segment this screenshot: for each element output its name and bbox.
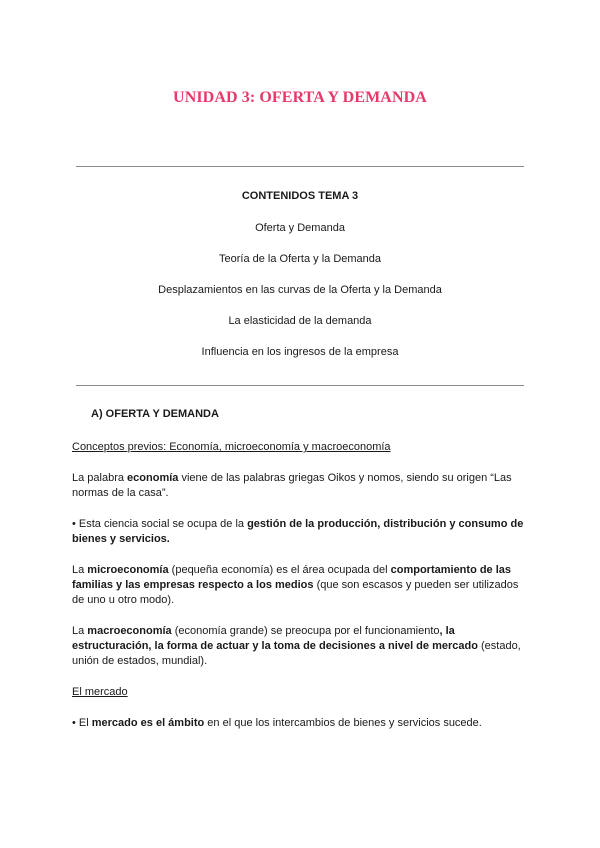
subheading-mercado: El mercado [72,686,128,698]
paragraph-macroeconomia: La macroeconomía (economía grande) se preocupa por el funcionamiento, la estructuración, la forma de actuar y la toma de decisiones a nivel de mercado (estado, unión de estados, mundial). [72,625,521,667]
contents-item: Oferta y Demanda [255,222,345,234]
divider-bottom [76,385,524,386]
contents-item: Influencia en los ingresos de la empresa [201,346,399,358]
document-title: UNIDAD 3: OFERTA Y DEMANDA [173,89,427,106]
contents-item: Teoría de la Oferta y la Demanda [218,253,382,265]
paragraph-ciencia-social: • Esta ciencia social se ocupa de la gestión de la producción, distribución y consumo de bienes y servicios. [72,518,524,545]
subheading-concepts: Conceptos previos: Economía, microeconomía y macroeconomía [72,441,391,453]
divider-top [76,166,524,167]
contents-item: La elasticidad de la demanda [228,315,372,327]
contents-heading: CONTENIDOS TEMA 3 [241,190,359,202]
section-heading: A) OFERTA Y DEMANDA [91,408,219,420]
paragraph-mercado: • El mercado es el ámbito en el que los intercambios de bienes y servicios sucede. [72,717,482,729]
contents-item: Desplazamientos en las curvas de la Oferta y la Demanda [158,284,442,296]
paragraph-economia: La palabra economía viene de las palabras griegas Oikos y nomos, siendo su origen “Las normas de la casa”. [72,472,512,499]
paragraph-microeconomia: La microeconomía (pequeña economía) es el área ocupada del comportamiento de las familias y las empresas respecto a los medios (que son escasos y pueden ser utilizados de uno u otro modo). [72,564,519,606]
